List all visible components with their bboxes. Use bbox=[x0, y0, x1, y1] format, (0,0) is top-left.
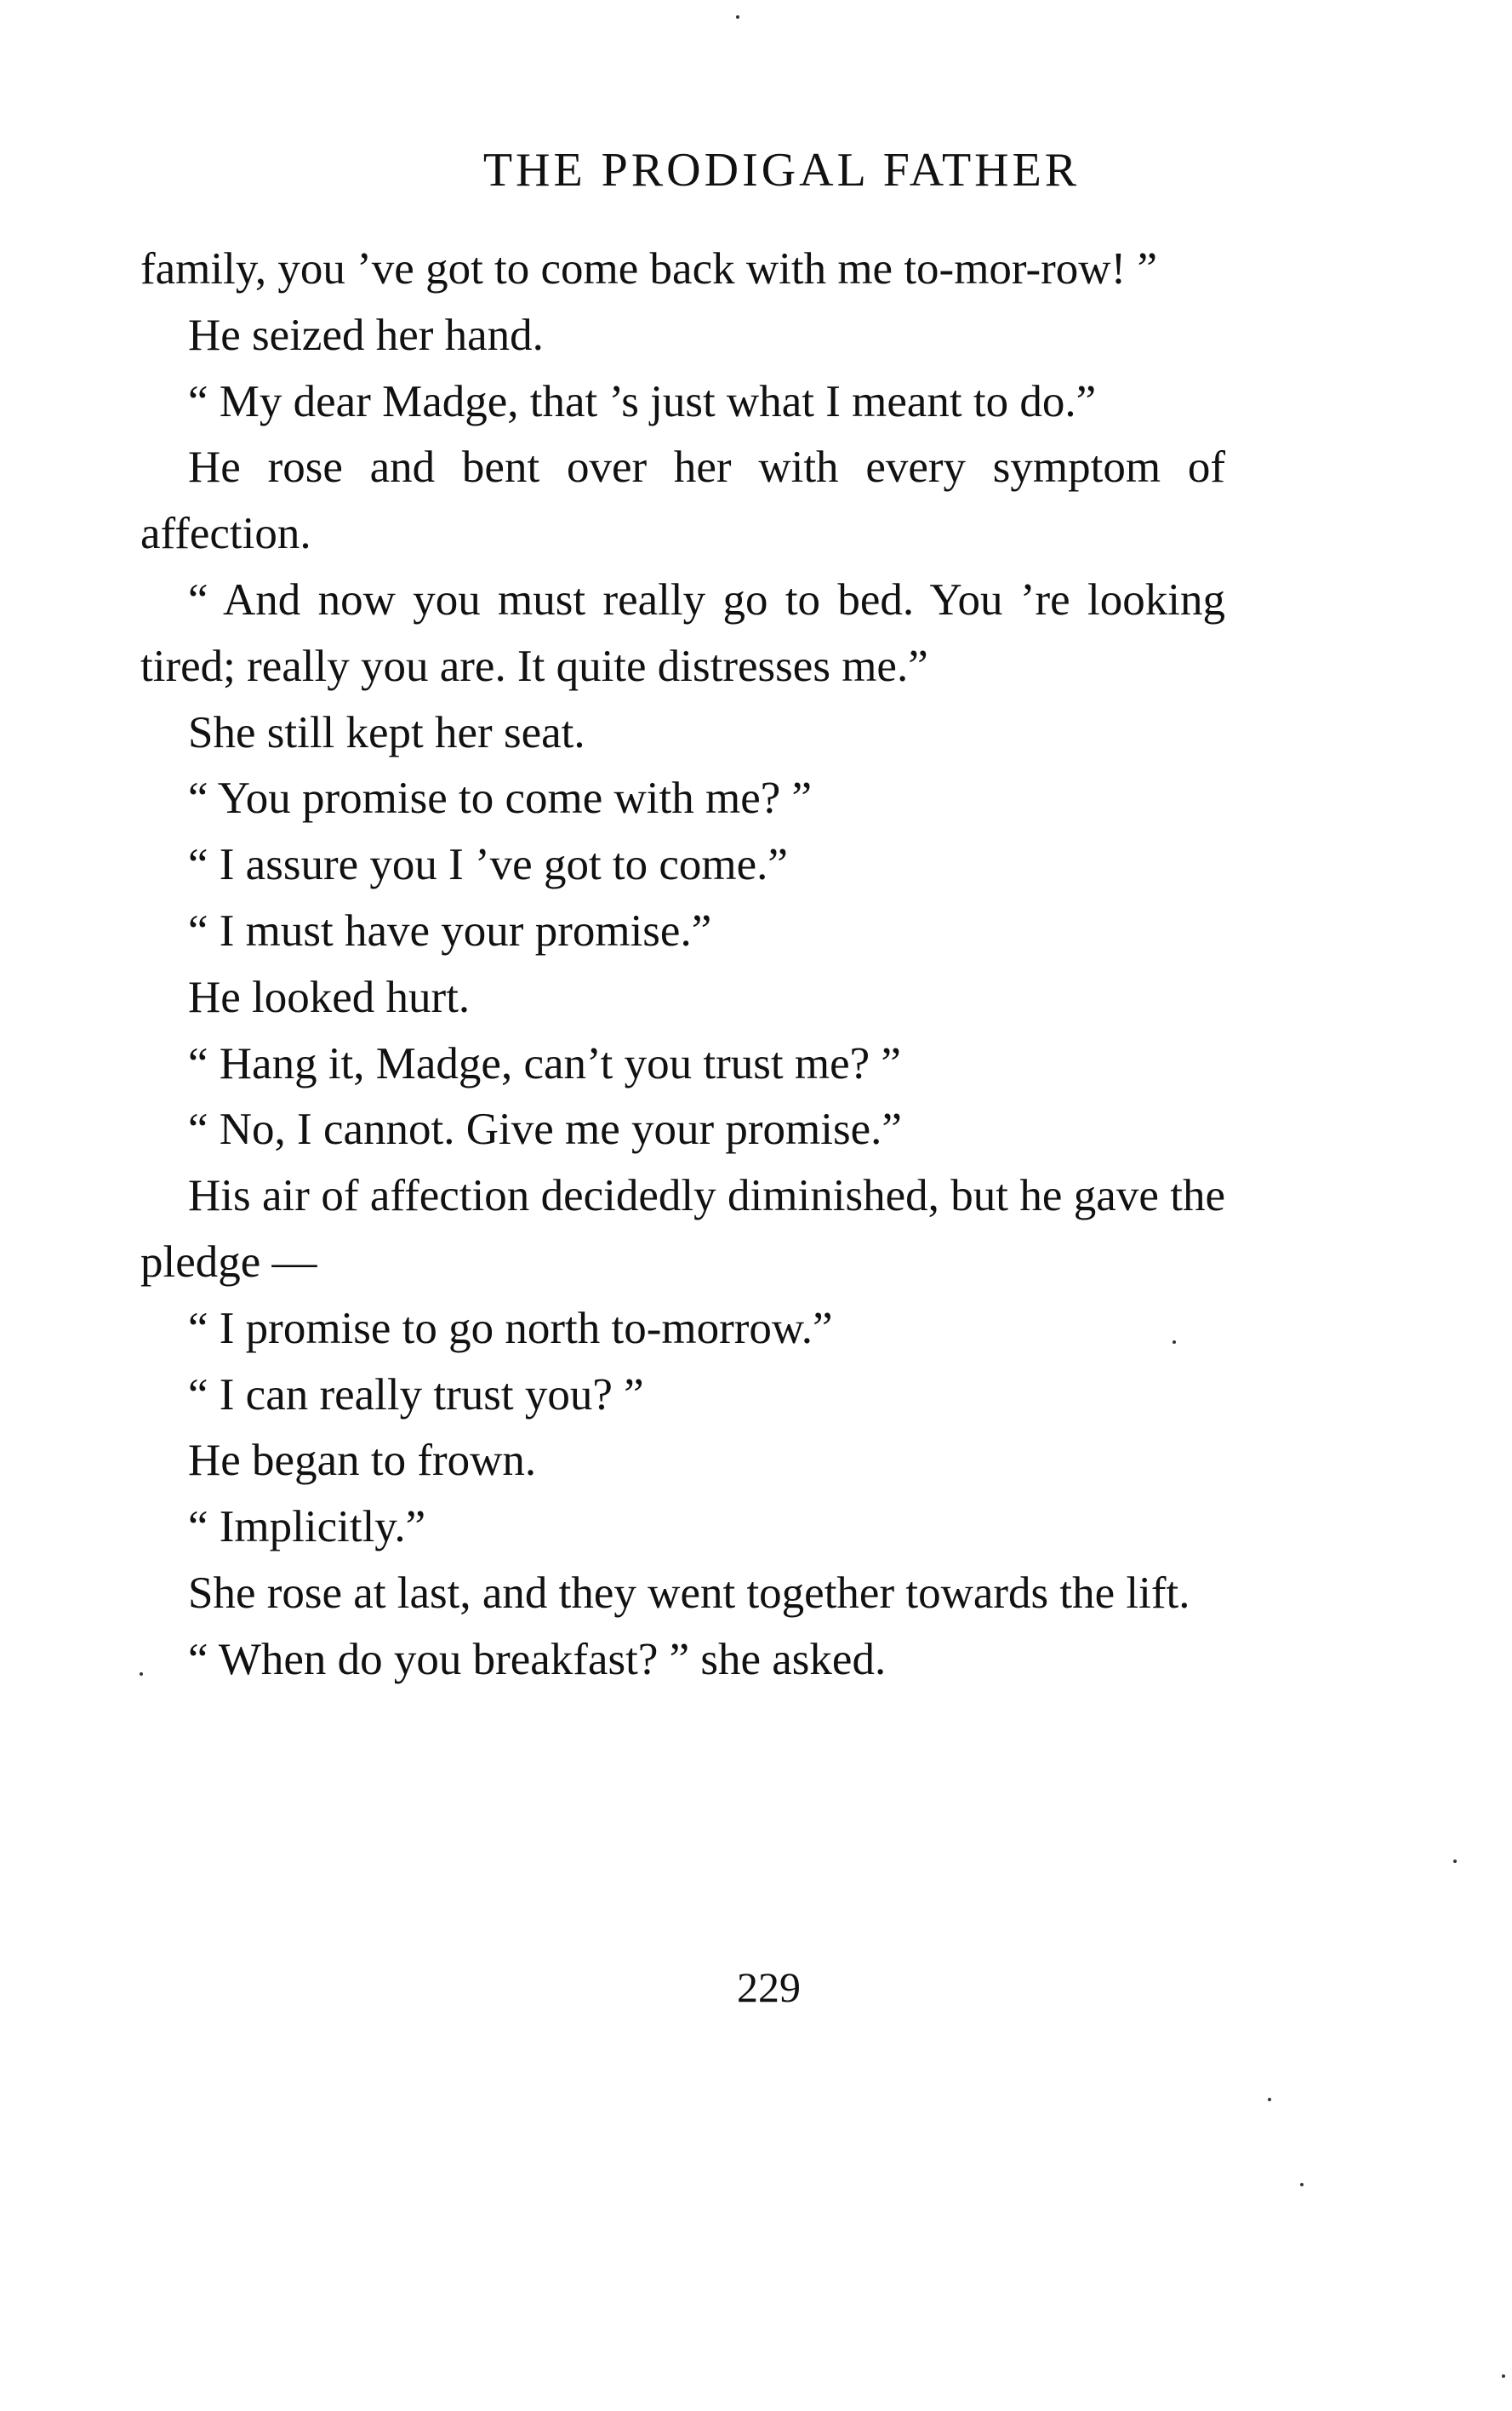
page-number: 229 bbox=[737, 1963, 801, 2011]
paragraph: “ And now you must really go to bed. You ’re looking tired; really you are. It quite distresses me.” bbox=[140, 574, 1225, 691]
paragraph: He seized her hand. bbox=[188, 310, 544, 360]
paragraph: “ I assure you I ’ve got to come.” bbox=[188, 840, 788, 890]
paragraph: “ Implicitly.” bbox=[188, 1502, 426, 1552]
paragraph: “ I can really trust you? ” bbox=[188, 1369, 644, 1420]
paragraph: “ When do you breakfast? ” she asked. bbox=[188, 1634, 887, 1684]
scan-speck bbox=[1300, 2183, 1304, 2186]
scan-speck bbox=[1268, 2098, 1271, 2101]
paragraph: He began to frown. bbox=[188, 1436, 537, 1486]
paragraph: She still kept her seat. bbox=[188, 707, 585, 757]
scan-speck bbox=[1453, 1860, 1457, 1863]
scan-speck bbox=[1173, 1340, 1176, 1344]
paragraph: family, you ’ve got to come back with me to-mor-row! ” bbox=[140, 244, 1158, 294]
running-head: THE PRODIGAL FATHER bbox=[482, 144, 1081, 197]
paragraph: “ I promise to go north to-morrow.” bbox=[188, 1303, 833, 1353]
paragraph: “ Hang it, Madge, can’t you trust me? ” bbox=[188, 1038, 901, 1088]
paragraph: She rose at last, and they went together towards the lift. bbox=[188, 1568, 1190, 1618]
paragraph: He rose and bent over her with every symptom of affection. bbox=[140, 443, 1225, 559]
body-text bbox=[140, 237, 1225, 1694]
scan-speck bbox=[1502, 2374, 1505, 2378]
paragraph: “ You promise to come with me? ” bbox=[188, 774, 813, 824]
scan-speck bbox=[736, 15, 739, 19]
paragraph: “ My dear Madge, that ’s just what I meant to do.” bbox=[188, 376, 1097, 426]
paragraph: His air of affection decidedly diminished, but he gave the pledge — bbox=[140, 1171, 1225, 1287]
paragraph: “ No, I cannot. Give me your promise.” bbox=[188, 1105, 902, 1155]
scan-speck bbox=[140, 1672, 143, 1676]
paragraph: He looked hurt. bbox=[188, 972, 471, 1022]
paragraph: “ I must have your promise.” bbox=[188, 906, 712, 956]
